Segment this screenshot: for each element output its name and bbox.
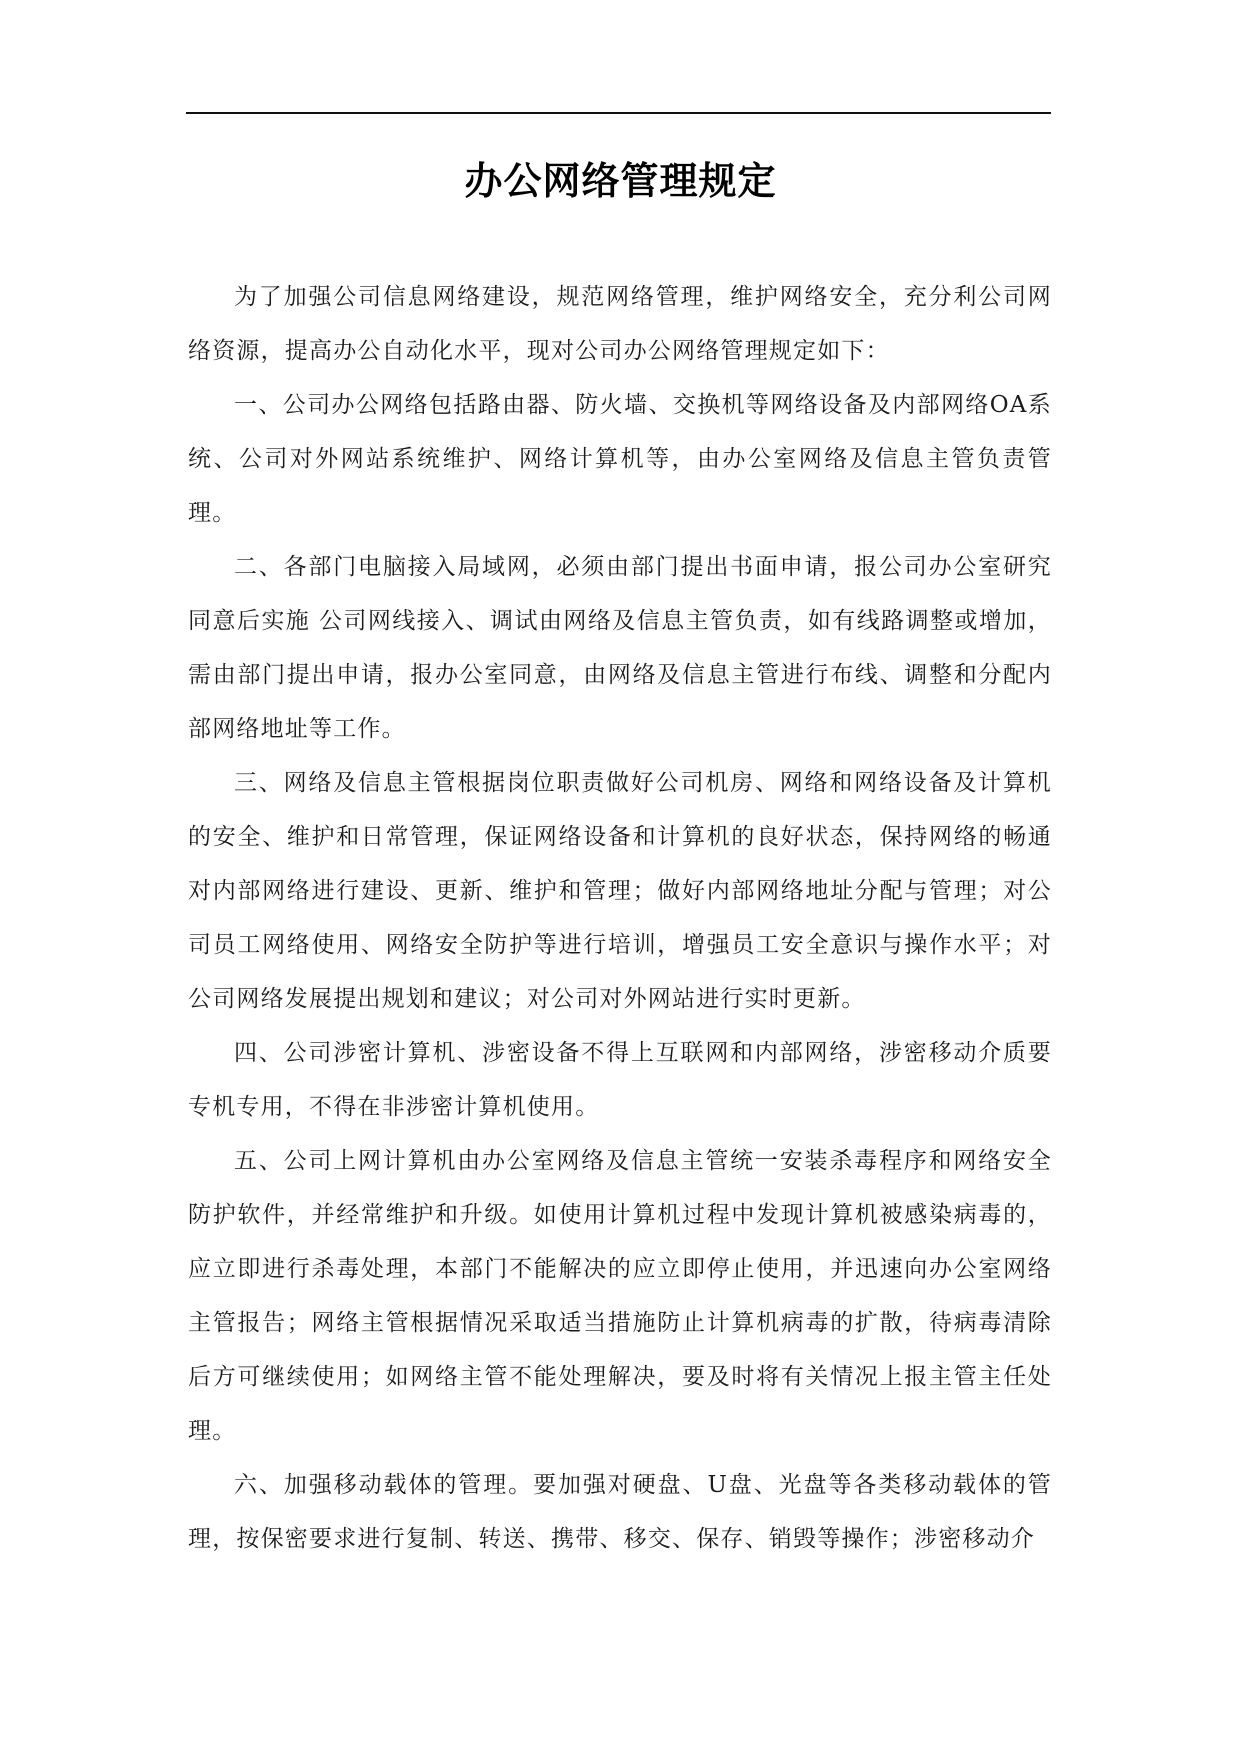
document-title: 办公网络管理规定: [464, 158, 777, 203]
paragraph-3: 三、网络及信息主管根据岗位职责做好公司机房、网络和网络设备及计算机的安全、维护和日常管理，保证网络设备和计算机的良好状态，保持网络的畅通对内部网络进行建设、更新、维护和管理；做好内部网络地址分配与管理；对公司员工网络使用、网络安全防护等进行培训，增强员工安全意识与操作水平；对公司网络发展提出规划和建议；对公司对外网站进行实时更新。: [188, 770, 1052, 1012]
paragraph-5: 五、公司上网计算机由办公室网络及信息主管统一安装杀毒程序和网络安全防护软件，并经常维护和升级。如使用计算机过程中发现计算机被感染病毒的，应立即进行杀毒处理，本部门不能解决的应立即停止使用，并迅速向办公室网络主管报告；网络主管根据情况采取适当措施防止计算机病毒的扩散，待病毒清除后方可继续使用；如网络主管不能处理解决，要及时将有关情况上报主管主任处理。: [188, 1148, 1052, 1444]
paragraph-1: 一、公司办公网络包括路由器、防火墙、交换机等网络设备及内部网络OA系统、公司对外网站系统维护、网络计算机等，由办公室网络及信息主管负责管理。: [188, 392, 1052, 526]
header-rule: [186, 112, 1051, 114]
paragraph-intro: 为了加强公司信息网络建设，规范网络管理，维护网络安全，充分利公司网络资源，提高办公自动化水平，现对公司办公网络管理规定如下：: [188, 284, 1052, 364]
paragraph-4: 四、公司涉密计算机、涉密设备不得上互联网和内部网络，涉密移动介质要专机专用，不得在非涉密计算机使用。: [188, 1040, 1052, 1120]
paragraph-6: 六、加强移动载体的管理。要加强对硬盘、U盘、光盘等各类移动载体的管理，按保密要求进行复制、转送、携带、移交、保存、销毁等操作；涉密移动介: [188, 1472, 1052, 1552]
document-body: [188, 270, 1052, 1566]
paragraph-2: 二、各部门电脑接入局域网，必须由部门提出书面申请，报公司办公室研究同意后实施 公司网线接入、调试由网络及信息主管负责，如有线路调整或增加，需由部门提出申请，报办公室同意，由网络及信息主管进行布线、调整和分配内部网络地址等工作。: [188, 554, 1052, 742]
